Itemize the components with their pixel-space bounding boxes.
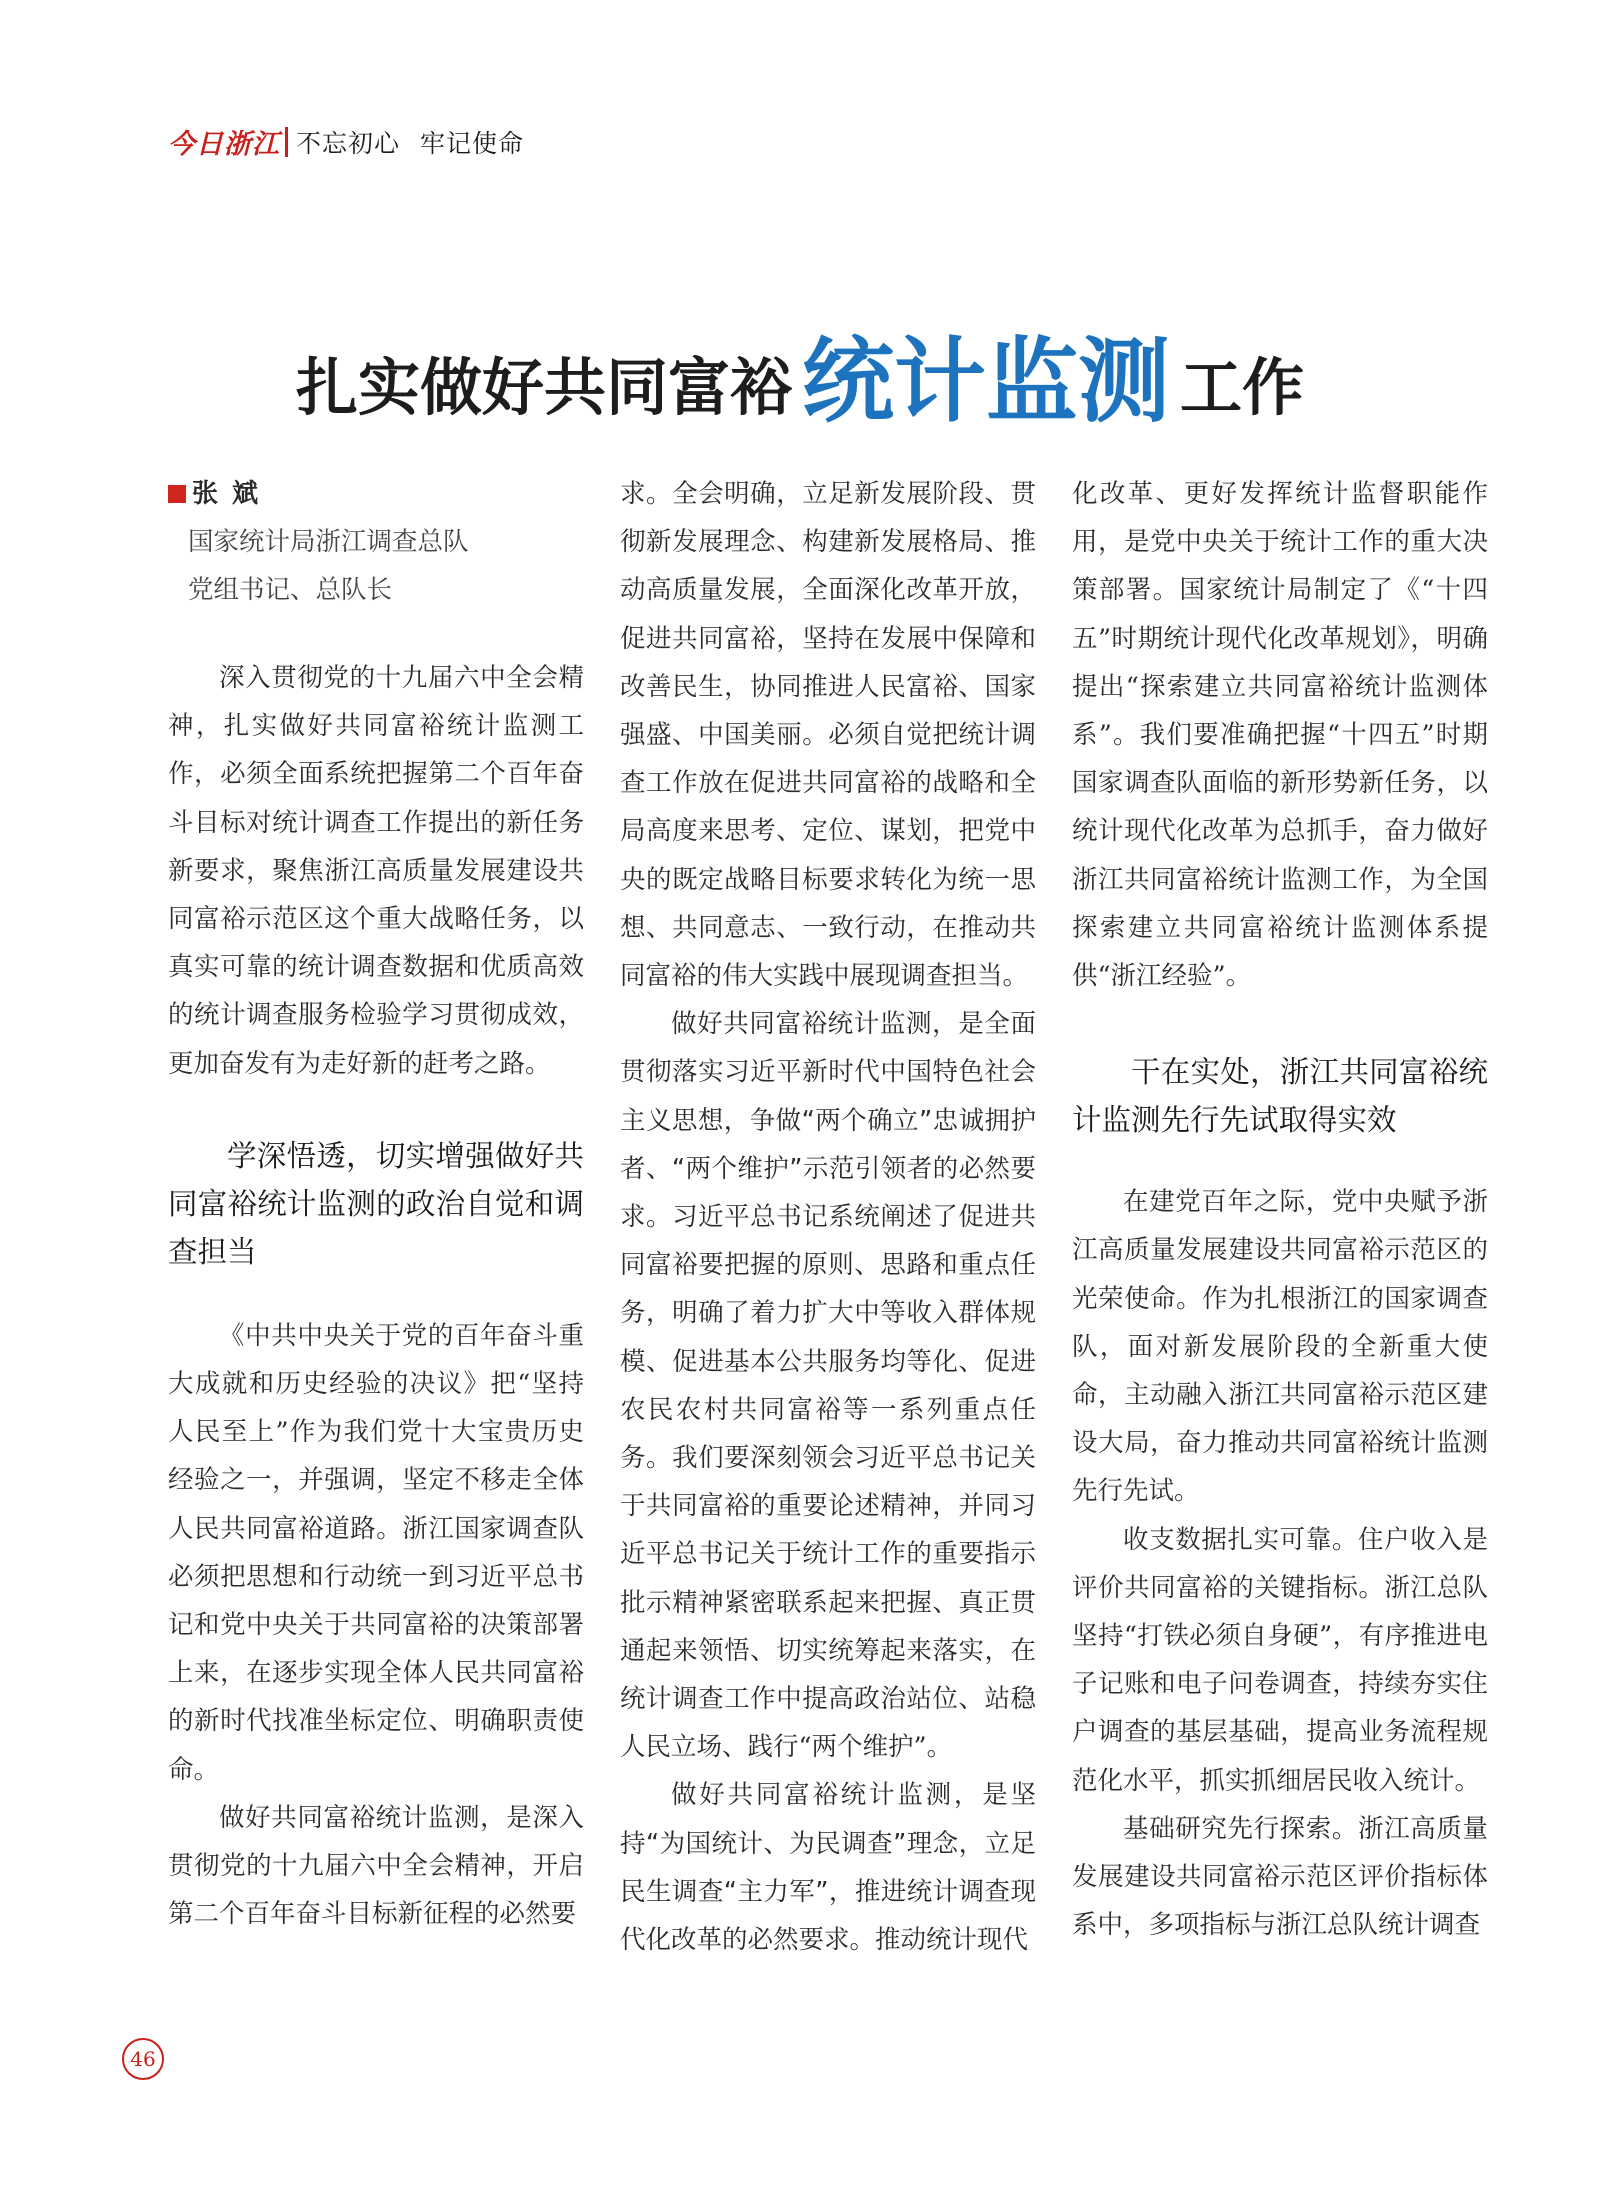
magazine-header — [168, 122, 524, 161]
paragraph-body: 住户收入是评价共同富裕的关键指标。浙江总队坚持“打铁必须自身硬”，有序推进电子记账和电子问卷调查，持续夯实住户调查的基层基础，提高业务流程规范化水平，抓实抓细居民收入统计。 — [1072, 1524, 1488, 1796]
author-name: 张斌 — [192, 479, 273, 509]
author-line — [168, 470, 584, 518]
column-2 — [620, 470, 1036, 1964]
paragraph-lead: 做好共同富裕统计监测，是坚持“为国统计、为民调查”理念，立足民生调查“主力军”，推进统计调查现代化改革的必然要求。 — [620, 1780, 1036, 1956]
paragraph: 求。全会明确，立足新发展阶段、贯彻新发展理念、构建新发展格局、推动高质量发展，全面深化改革开放，促进共同富裕，坚持在发展中保障和改善民生，协同推进人民富裕、国家强盛、中国美丽。必须自觉把统计调查工作放在促进共同富裕的战略和全局高度来思考、定位、谋划，把党中央的既定战略目标要求转化为统一思想、共同意志、一致行动，在推动共同富裕的伟大实践中展现调查担当。 — [620, 479, 1036, 992]
paragraph: 《中共中央关于党的百年奋斗重大成就和历史经验的决议》把“坚持人民至上”作为我们党十大宝贵历史经验之一，并强调，坚定不移走全体人民共同富裕道路。浙江国家调查队必须把思想和行动统一到习近平总书记和党中央关于共同富裕的决策部署上来，在逐步实现全体人民共同富裕的新时代找准坐标定位、明确职责使命。 — [168, 1320, 584, 1785]
paragraph: 在建党百年之际，党中央赋予浙江高质量发展建设共同富裕示范区的光荣使命。作为扎根浙江的国家调查队，面对新发展阶段的全新重大使命，主动融入浙江共同富裕示范区建设大局，奋力推动共同富裕统计监测先行先试。 — [1072, 1187, 1488, 1507]
magazine-logo: 今日浙江 — [168, 129, 280, 160]
author-affiliation-1: 国家统计局浙江调查总队 — [188, 527, 469, 557]
header-divider — [285, 127, 288, 157]
paragraph: 化改革、更好发挥统计监督职能作用，是党中央关于统计工作的重大决策部署。国家统计局制定了《“十四五”时期统计现代化改革规划》，明确提出“探索建立共同富裕统计监测体系”。我们要准确把握“十四五”时期国家调查队面临的新形势新任务，以统计现代化改革为总抓手，奋力做好浙江共同富裕统计监测工作，为全国探索建立共同富裕统计监测体系提供“浙江经验”。 — [1072, 479, 1488, 992]
article-title — [0, 308, 1600, 440]
column-3 — [1072, 470, 1488, 1949]
paragraph-lead: 做好共同富裕统计监测，是深入贯彻党的十九届六中全会精神，开启第二个百年奋斗目标新征程的必然要 — [168, 1802, 584, 1930]
title-post: 工作 — [1180, 351, 1305, 424]
page-number: 46 — [122, 2038, 164, 2080]
header-slogan — [296, 124, 524, 160]
author-marker — [168, 485, 186, 503]
paragraph: 深入贯彻党的十九届六中全会精神，扎实做好共同富裕统计监测工作，必须全面系统把握第二个百年奋斗目标对统计调查工作提出的新任务新要求，聚焦浙江高质量发展建设共同富裕示范区这个重大战略任务，以真实可靠的统计调查数据和优质高效的统计调查服务检验学习贯彻成效，更加奋发有为走好新的赶考之路。 — [168, 663, 584, 1079]
section-heading: 干在实处，浙江共同富裕统计监测先行先试取得实效 — [1072, 1055, 1488, 1138]
paragraph-lead: 基础研究先行探索。 — [1123, 1813, 1359, 1844]
section-heading: 学深悟透，切实增强做好共同富裕统计监测的政治自觉和调查担当 — [168, 1138, 584, 1269]
paragraph-body: 习近平总书记系统阐述了促进共同富裕要把握的原则、思路和重点任务，明确了着力扩大中等收入群体规模、促进基本公共服务均等化、促进农民农村共同富裕等一系列重点任务。我们要深刻领会习近平总书记关于共同富裕的重要论述精神，并同习近平总书记关于统计工作的重要指示批示精神紧密联系起来把握、真正贯通起来领悟、切实统筹起来落实，在统计调查工作中提高政治站位、站稳人民立场、践行“两个维护”。 — [620, 1202, 1036, 1763]
paragraph — [620, 1000, 1036, 1771]
paragraph — [1072, 1516, 1488, 1805]
paragraph-body: 推动统计现代 — [875, 1925, 1029, 1956]
paragraph-body: 浙江高质量发展建设共同富裕示范区评价指标体系中，多项指标与浙江总队统计调查 — [1072, 1813, 1488, 1941]
slogan-part-2: 牢记使命 — [420, 128, 525, 158]
author-affiliation-2: 党组书记、总队长 — [188, 575, 393, 605]
slogan-part-1: 不忘初心 — [296, 128, 401, 158]
paragraph-lead: 收支数据扎实可靠。 — [1123, 1524, 1359, 1555]
paragraph — [1072, 1805, 1488, 1950]
title-pre: 扎实做好共同富裕 — [295, 351, 792, 424]
paragraph — [620, 1771, 1036, 1964]
paragraph-lead: 做好共同富裕统计监测，是全面贯彻落实习近平新时代中国特色社会主义思想，争做“两个确立”忠诚拥护者、“两个维护”示范引领者的必然要求。 — [620, 1009, 1036, 1233]
title-highlight: 统计监测 — [801, 328, 1170, 435]
column-1 — [168, 470, 584, 1938]
